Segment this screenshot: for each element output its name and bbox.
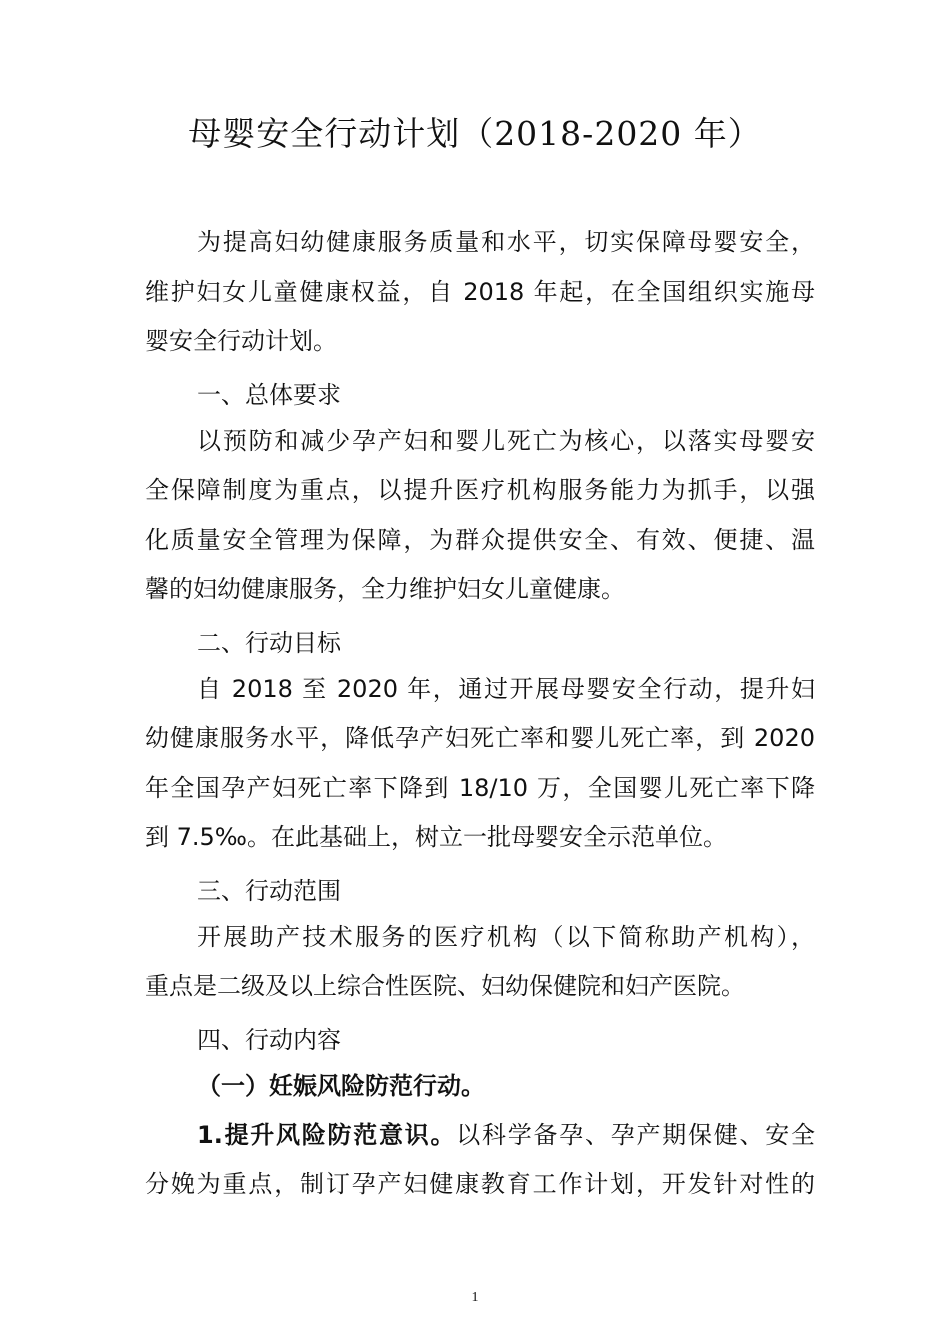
paragraph-line: 维护妇女儿童健康权益，自 2018 年起，在全国组织实施母 [145,278,815,306]
paragraph-line: 自 2018 至 2020 年，通过开展母婴安全行动，提升妇 [197,675,815,703]
paragraph-line: 分娩为重点，制订孕产妇健康教育工作计划，开发针对性的 [145,1170,815,1198]
paragraph-line: 婴安全行动计划。 [145,327,337,355]
paragraph-line: 幼健康服务水平，降低孕产妇死亡率和婴儿死亡率，到 2020 [145,724,815,752]
paragraph-line: 到 7.5‰。在此基础上，树立一批母婴安全示范单位。 [145,823,727,851]
item-text: 以科学备孕、孕产期保健、安全 [456,1121,816,1149]
page-number: 1 [471,1290,479,1305]
item-heading: 1.提升风险防范意识。 [197,1121,457,1149]
paragraph-line: 开展助产技术服务的医疗机构（以下简称助产机构）， [197,923,815,951]
paragraph-line [197,1119,815,1151]
paragraph-line: 馨的妇幼健康服务，全力维护妇女儿童健康。 [145,575,625,603]
paragraph-line: 年全国孕产妇死亡率下降到 18/10 万，全国婴儿死亡率下降 [145,774,815,802]
paragraph-line: 重点是二级及以上综合性医院、妇幼保健院和妇产医院。 [145,972,745,1000]
subsection-heading: （一）妊娠风险防范行动。 [197,1072,485,1100]
page-title: 母婴安全行动计划（2018-2020 年） [188,114,762,153]
section-heading: 四、行动内容 [197,1026,341,1054]
paragraph-line: 为提高妇幼健康服务质量和水平，切实保障母婴安全， [197,228,815,256]
paragraph-line: 以预防和减少孕产妇和婴儿死亡为核心，以落实母婴安 [197,427,815,455]
section-heading: 一、总体要求 [197,381,341,409]
paragraph-line: 全保障制度为重点，以提升医疗机构服务能力为抓手，以强 [145,476,815,504]
section-heading: 三、行动范围 [197,877,341,905]
section-heading: 二、行动目标 [197,629,341,657]
paragraph-line: 化质量安全管理为保障，为群众提供安全、有效、便捷、温 [145,526,815,554]
